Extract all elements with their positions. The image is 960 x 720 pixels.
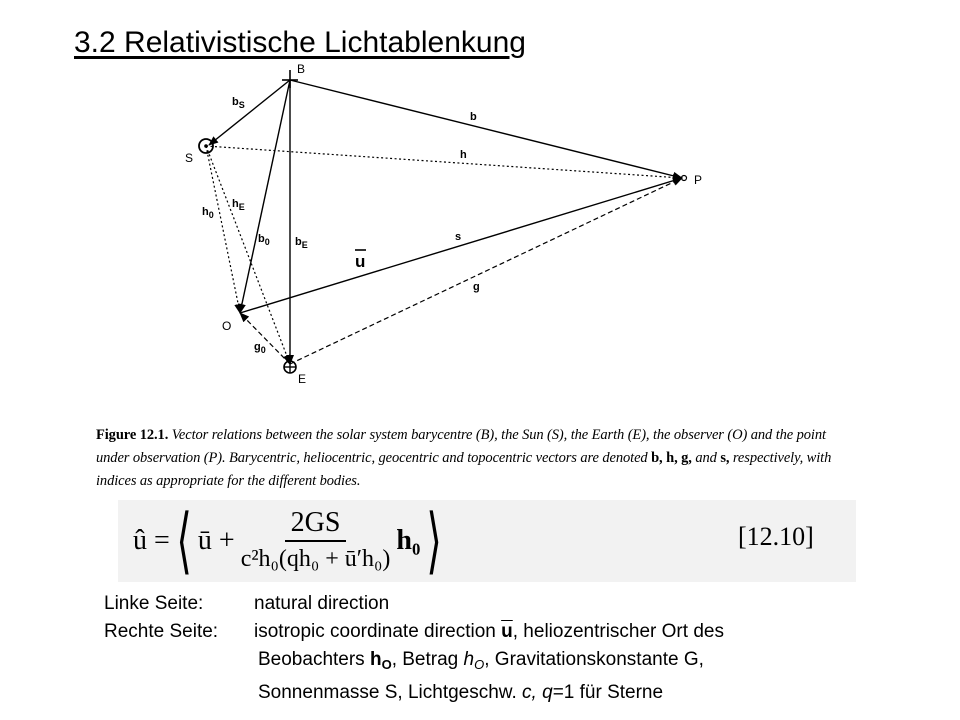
note-line-4 xyxy=(104,679,724,707)
note-line3-c: , Gravitationskonstante G, xyxy=(484,649,704,670)
earth-symbol-icon xyxy=(284,361,296,373)
vector-g0 xyxy=(240,313,290,364)
vector-hE xyxy=(206,146,290,364)
note-line4-b: =1 für Sterne xyxy=(552,682,664,703)
label-vector-g0: $g_0$ xyxy=(254,341,266,355)
note-right-value-b: , heliozentrischer Ort des xyxy=(512,621,724,642)
formula-denominator: c²h₀(qh₀ + ū′h₀) xyxy=(240,546,391,572)
svg-text:u: u xyxy=(355,252,366,271)
caption-bold-1: b, h, g, xyxy=(651,450,692,466)
label-vector-b0: $b_0$ xyxy=(258,233,270,247)
vector-b xyxy=(290,80,682,178)
note-line3-hsub: O xyxy=(381,657,392,672)
note-right-side xyxy=(104,618,724,646)
formula-fraction xyxy=(241,506,391,576)
figure-label: Figure 12.1. xyxy=(96,427,169,443)
note-left-value: natural direction xyxy=(254,593,390,614)
note-line3-b: , Betrag xyxy=(391,649,464,670)
right-angle-bracket: ⟩ xyxy=(426,501,443,581)
note-left-side xyxy=(104,590,724,618)
vector-h xyxy=(206,146,682,178)
note-right-value-a: isotropic coordinate direction xyxy=(254,621,502,642)
caption-text-3: respectively, with indices as appropriate for the different bodies. xyxy=(96,450,832,489)
label-point-p: P xyxy=(694,173,703,187)
caption-bold-2: s, xyxy=(720,450,730,466)
note-line3-isub: O xyxy=(474,657,485,672)
page-title: 3.2 Relativistische Lichtablenkung xyxy=(74,26,526,59)
vector-g xyxy=(290,178,682,364)
note-line3-i: h xyxy=(463,649,475,670)
label-vector-bE: $b_E$ xyxy=(295,236,308,250)
caption-text-1: Vector relations between the solar system barycentre (B), the Sun (S), the Earth (E), the observer (O) and the point under observation (P). Barycentric, heliocentric, geocentric and topocentric vectors are denoted xyxy=(96,427,826,466)
note-line3-a: Beobachters xyxy=(258,649,370,670)
formula-lhs: û = xyxy=(133,525,170,556)
label-vector-hE: $h_E$ xyxy=(232,198,245,212)
note-line4-a: Sonnenmasse S, Lichtgeschw. xyxy=(258,682,523,703)
note-line3-h: h xyxy=(369,649,382,670)
formula-12-10 xyxy=(133,500,448,582)
formula-factor: h₀ xyxy=(396,525,421,556)
caption-text-2: and xyxy=(691,450,721,466)
label-vector-u xyxy=(355,250,366,271)
label-vector-bS: $b_S$ xyxy=(232,96,245,110)
point-p-marker xyxy=(682,176,687,181)
equation-number: [12.10] xyxy=(738,522,814,551)
label-point-o: O xyxy=(222,319,232,333)
formula-numerator: 2GS xyxy=(285,506,347,542)
label-vector-s: s xyxy=(455,231,462,243)
label-point-s: S xyxy=(185,151,194,165)
label-vector-h0: $h_0$ xyxy=(202,206,214,220)
note-right-key: Rechte Seite: xyxy=(104,621,219,642)
note-u-symbol: $\overline{u}$ xyxy=(501,621,513,642)
label-point-b: B xyxy=(297,62,306,76)
label-point-e: E xyxy=(298,372,307,386)
figure-caption xyxy=(96,424,856,493)
note-line4-q: q xyxy=(536,682,553,703)
note-line4-c: c, xyxy=(522,682,537,703)
label-vector-h: h xyxy=(460,149,467,161)
left-angle-bracket: ⟨ xyxy=(176,501,192,581)
formula-term1: ū + xyxy=(197,525,235,556)
note-line-3 xyxy=(104,646,724,679)
vector-h0 xyxy=(206,146,240,313)
label-vector-b: b xyxy=(470,111,477,123)
notes xyxy=(104,590,724,707)
note-left-key: Linke Seite: xyxy=(104,593,204,614)
label-vector-g: g xyxy=(473,281,480,293)
